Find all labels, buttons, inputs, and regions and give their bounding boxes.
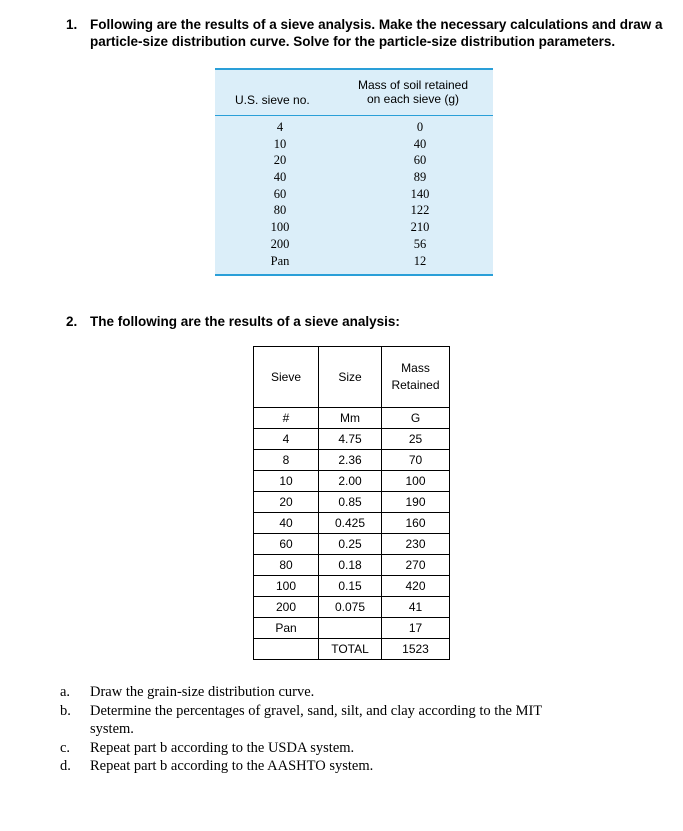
table-cell: 100: [382, 471, 450, 492]
table-cell: 60: [413, 153, 427, 168]
table-cell: 0.25: [319, 534, 382, 555]
header-mass-line-2: on each sieve (g): [366, 92, 460, 106]
table-cell: 270: [382, 555, 450, 576]
table-cell: 0.15: [319, 576, 382, 597]
table-cell: 60: [254, 534, 319, 555]
table-cell: 25: [382, 429, 450, 450]
table-cell: 12: [413, 253, 427, 268]
question-2-number: 2.: [66, 314, 78, 329]
header-mass-retained: [382, 347, 450, 408]
table-cell: 0.075: [319, 597, 382, 618]
table-cell: 89: [413, 170, 427, 185]
table-cell: [254, 639, 319, 660]
list-item-text: Repeat part b according to the AASHTO system.: [90, 758, 374, 774]
table-cell: 100: [270, 220, 290, 235]
table-cell: 40: [273, 170, 287, 185]
table-row: [254, 534, 450, 555]
header-mass-line-2: Retained: [391, 378, 440, 392]
table-cell: 140: [410, 186, 430, 201]
total-value: 1523: [382, 639, 450, 660]
unit-mass: G: [382, 408, 450, 429]
table-cell: 100: [254, 576, 319, 597]
list-item-text: Draw the grain-size distribution curve.: [90, 684, 315, 700]
table-cell: 210: [410, 220, 430, 235]
table-row: [254, 471, 450, 492]
table-cell: 40: [254, 513, 319, 534]
list-item: [60, 739, 620, 758]
table-row: [254, 450, 450, 471]
question-1-line-1: Following are the results of a sieve analysis. Make the necessary calculations and draw a: [90, 17, 663, 32]
table-cell: 122: [410, 203, 430, 218]
unit-size: Mm: [319, 408, 382, 429]
header-size: Size: [319, 347, 382, 408]
list-item-text: Determine the percentages of gravel, sand, silt, and clay according to the MIT: [90, 702, 543, 719]
sieve-table-1-header: [215, 70, 493, 116]
table-row: [254, 597, 450, 618]
mass-retained-column: [395, 119, 445, 269]
header-mass-line-1: Mass of soil retained: [357, 78, 469, 92]
table-cell: 420: [382, 576, 450, 597]
unit-sieve: #: [254, 408, 319, 429]
table-cell: 80: [273, 203, 287, 218]
question-1-text: [90, 16, 662, 50]
question-2-text: The following are the results of a sieve analysis:: [90, 314, 400, 329]
header-us-sieve-no: U.S. sieve no.: [235, 93, 310, 107]
list-item: [60, 702, 620, 739]
question-1-number: 1.: [66, 17, 78, 32]
table-cell: 0.425: [319, 513, 382, 534]
list-item-label: b.: [60, 702, 71, 719]
sieve-table-1: [215, 68, 493, 276]
table-cell: 4: [276, 120, 284, 134]
table-cell: 56: [413, 236, 427, 251]
list-item-label: d.: [60, 758, 71, 774]
table-cell: 20: [273, 153, 287, 168]
table-cell: 190: [382, 492, 450, 513]
table-cell: Pan: [270, 253, 290, 268]
table-cell: 20: [254, 492, 319, 513]
sieve-table-2: [253, 346, 450, 660]
table-cell: 41: [382, 597, 450, 618]
total-row: [254, 639, 450, 660]
table-cell: 0.85: [319, 492, 382, 513]
table-row: [254, 513, 450, 534]
table-cell: 0.18: [319, 555, 382, 576]
table-cell: 40: [413, 136, 427, 151]
table-cell: 17: [382, 618, 450, 639]
header-mass-line-1: Mass: [401, 361, 430, 375]
table-cell: 10: [273, 136, 287, 151]
task-list: [60, 683, 620, 776]
list-item: [60, 757, 620, 776]
table-row: [254, 429, 450, 450]
list-item-label: a.: [60, 684, 71, 700]
question-1-line-2: particle-size distribution curve. Solve for the particle-size distribution parameters.: [90, 34, 616, 49]
table-cell: [319, 618, 382, 639]
table-cell: 4: [254, 429, 319, 450]
list-item-text: system.: [90, 721, 134, 737]
units-row: [254, 408, 450, 429]
table-cell: 160: [382, 513, 450, 534]
table-row: [254, 618, 450, 639]
table-header-row: [254, 347, 450, 408]
table-row: [254, 555, 450, 576]
table-cell: 2.36: [319, 450, 382, 471]
table-cell: 8: [254, 450, 319, 471]
table-row: [254, 492, 450, 513]
table-cell: 200: [270, 236, 290, 251]
header-sieve: Sieve: [254, 347, 319, 408]
total-label: TOTAL: [319, 639, 382, 660]
table-cell: 60: [273, 186, 287, 201]
table-cell: 10: [254, 471, 319, 492]
table-cell: 2.00: [319, 471, 382, 492]
table-row: [254, 576, 450, 597]
table-cell: 0: [416, 120, 424, 134]
table-cell: 80: [254, 555, 319, 576]
list-item-text: Repeat part b according to the USDA system.: [90, 739, 355, 756]
table-cell: Pan: [254, 618, 319, 639]
header-mass-retained: [343, 78, 483, 106]
table-cell: 230: [382, 534, 450, 555]
list-item: [60, 683, 620, 702]
table-cell: 4.75: [319, 429, 382, 450]
table-cell: 70: [382, 450, 450, 471]
list-item-label: c.: [60, 739, 71, 756]
sieve-no-column: [255, 119, 305, 269]
table-cell: 200: [254, 597, 319, 618]
